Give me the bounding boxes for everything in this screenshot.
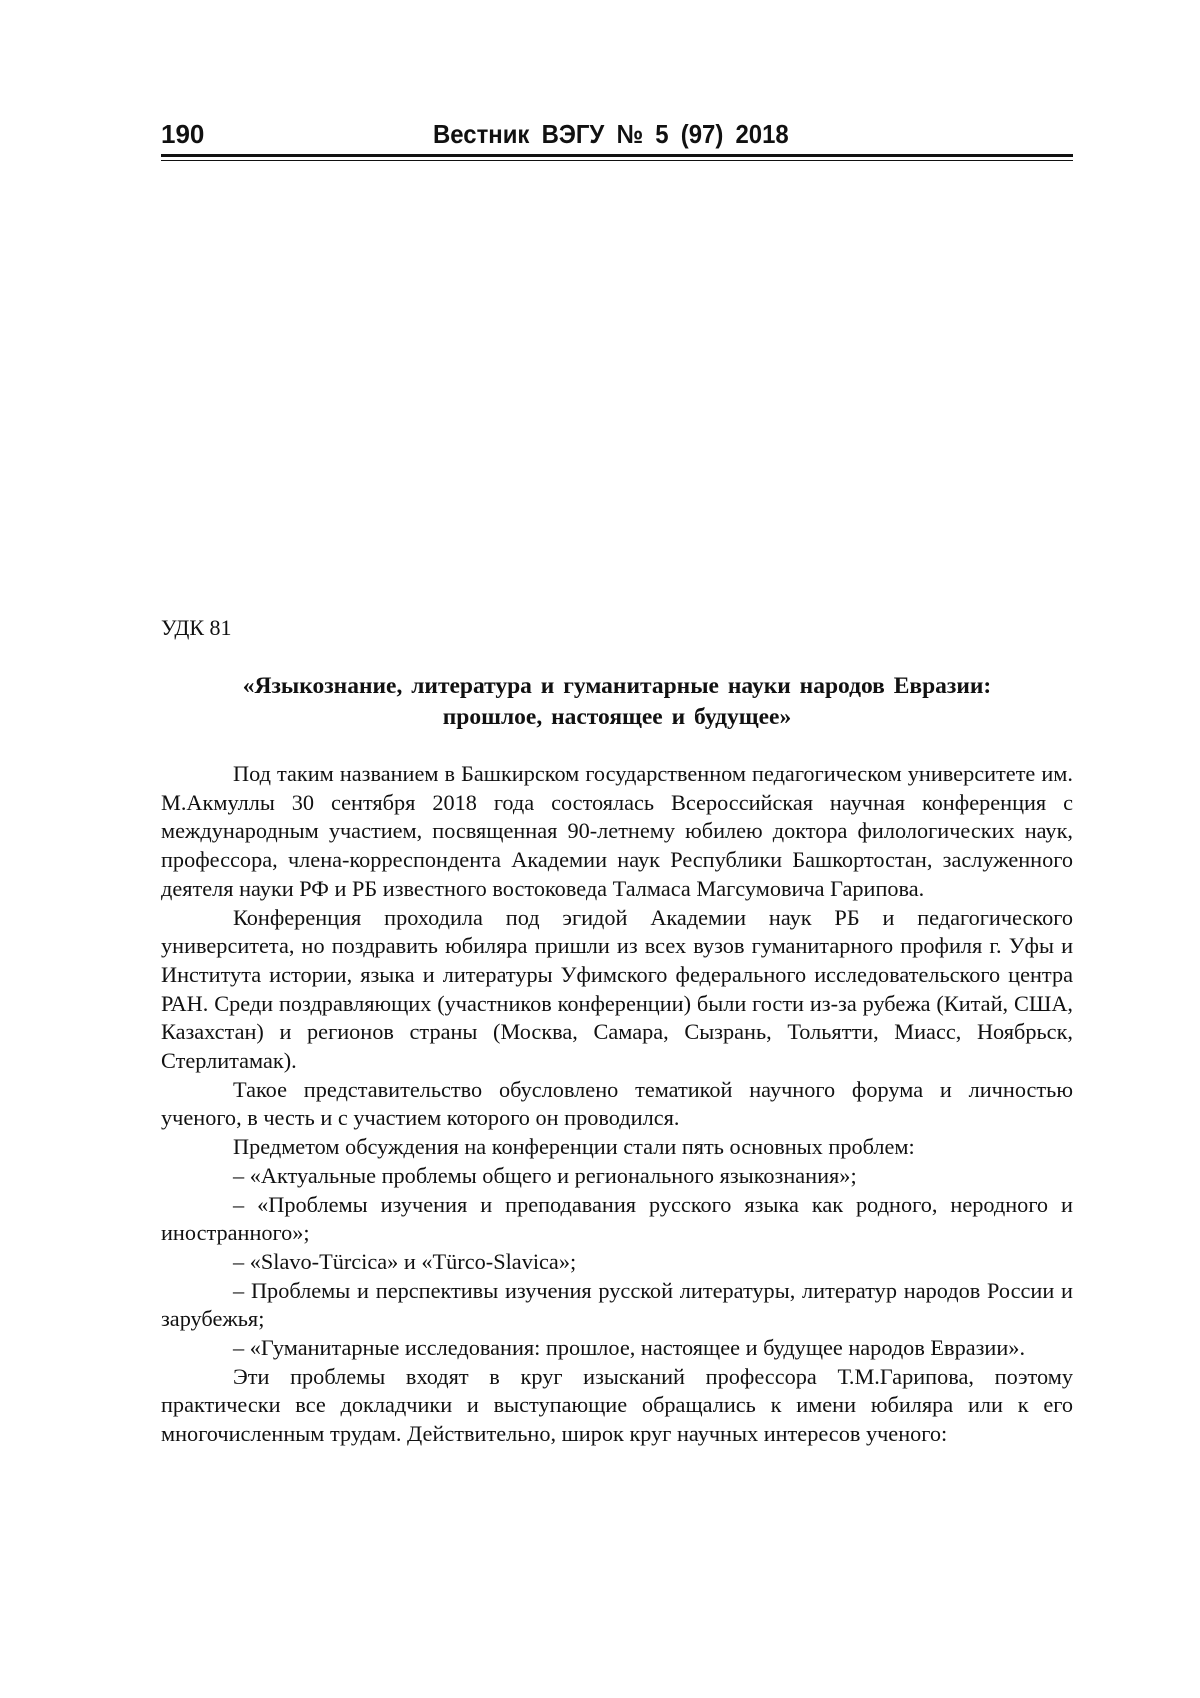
list-item: – «Slavo-Türcica» и «Türco-Slavica»; [233,1248,577,1274]
body-paragraph: Эти проблемы входят в круг изысканий профессора Т.М.Гарипова, поэтому практически все докладчики и выступающие обращались к имени юбиляра или к его многочисленным трудам. Действительно, широк круг научных интересов ученого: [161,1363,1073,1447]
article-title-line-1: «Языкознание, литература и гуманитарные науки народов Евразии: [242,673,992,699]
article-title [161,671,1073,733]
list-item: – «Проблемы изучения и преподавания русского языка как родного, неродного и иностранного»; [161,1191,1073,1246]
header-rule [161,154,1073,162]
article-title-line-2: прошлое, настоящее и будущее» [442,704,792,730]
body-paragraph: Конференция проходила под эгидой Академии наук РБ и педагогического университета, но поздравить юбиляра пришли из всех вузов гуманитарного профиля г. Уфы и Института истории, языка и литературы Уфимского федерального исследовательского центра РАН. Среди поздравляющих (участников конференции) были гости из-за рубежа (Китай, США, Казахстан) и регионов страны (Москва, Самара, Сызрань, Тольятти, Миасс, Ноябрьск, Стерлитамак). [161,904,1073,1074]
header-rule-thin [161,160,1073,161]
body-paragraph: Предметом обсуждения на конференции стали пять основных проблем: [233,1134,915,1160]
journal-title: Вестник ВЭГУ № 5 (97) 2018 [433,119,789,149]
list-item: – «Актуальные проблемы общего и регионального языкознания»; [233,1162,857,1188]
header-rule-thick [161,154,1073,157]
article-body [161,760,1073,1449]
body-paragraph: Под таким названием в Башкирском государственном педагогическом университете им. М.Акмуллы 30 сентября 2018 года состоялась Всероссийская научная конференция с международным участием, посвященная 90-летнему юбилею доктора филологических наук, профессора, члена-корреспондента Академии наук Республики Башкортостан, заслуженного деятеля науки РФ и РБ известного востоковеда Талмаса Магсумовича Гарипова. [161,761,1073,901]
list-item: – «Гуманитарные исследования: прошлое, настоящее и будущее народов Евразии». [233,1335,1026,1361]
page-number: 190 [161,119,205,149]
list-item: – Проблемы и перспективы изучения русской литературы, литератур народов России и зарубежья; [161,1277,1073,1332]
udk-code: УДК 81 [161,615,232,640]
body-paragraph: Такое представительство обусловлено тематикой научного форума и личностью ученого, в честь и с участием которого он проводился. [161,1076,1073,1131]
running-header [161,116,1073,152]
